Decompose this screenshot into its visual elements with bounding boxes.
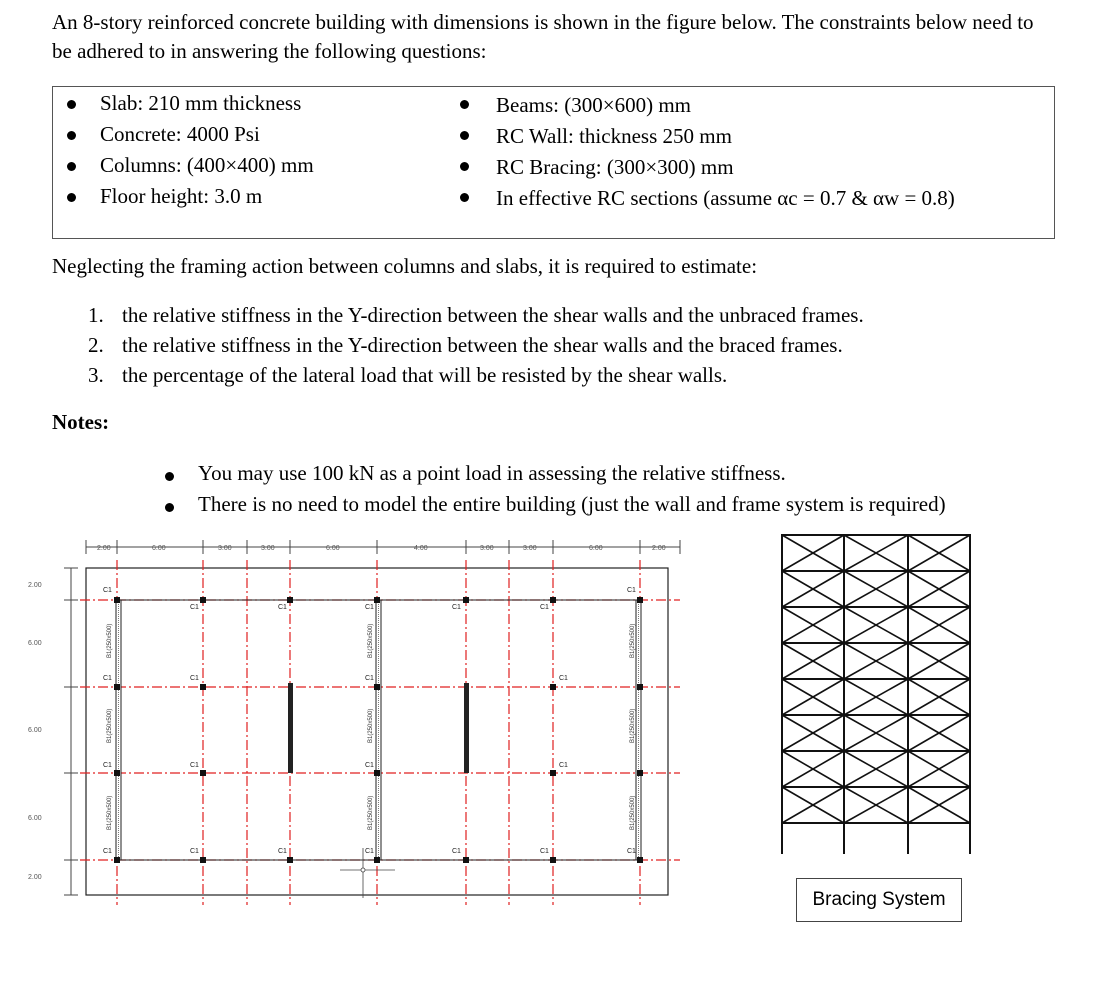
column-label: C1 (452, 604, 461, 611)
wall-label: B1(250x500) (630, 795, 636, 830)
question-3 (88, 363, 727, 388)
note-1: You may use 100 kN as a point load in assessing the relative stiffness. (198, 461, 786, 485)
column-label: C1 (190, 848, 199, 855)
question-number: 3. (88, 363, 104, 387)
notes-heading: Notes: (52, 410, 110, 434)
column-label: C1 (365, 848, 374, 855)
dim-x-10: 2.00 (652, 545, 666, 552)
note-2: There is no need to model the entire building (just the wall and frame system is required) (198, 492, 946, 516)
dim-y-2: 6.00 (28, 640, 42, 647)
wall-label: B1(250x500) (368, 623, 374, 658)
column-label: C1 (365, 762, 374, 769)
interior-wall (464, 683, 469, 773)
question-number: 2. (88, 333, 104, 357)
column-label: C1 (190, 675, 199, 682)
bullet (67, 193, 76, 202)
bullet (67, 100, 76, 109)
question-text: the relative stiffness in the Y-direction between the shear walls and the unbraced frames. (122, 303, 864, 327)
dim-x-1: 2.00 (97, 545, 111, 552)
question-1 (88, 303, 864, 328)
bullet (460, 100, 469, 109)
column-label: C1 (559, 762, 568, 769)
bullet (460, 131, 469, 140)
wall-label: B1(250x500) (368, 708, 374, 743)
origin-marker (340, 848, 395, 898)
dim-x-4: 3.00 (261, 545, 275, 552)
interior-wall (288, 683, 293, 773)
constraint-rc-wall: RC Wall: thickness 250 mm (496, 124, 732, 148)
constraint-beams: Beams: (300×600) mm (496, 93, 691, 117)
dim-y-4: 6.00 (28, 815, 42, 822)
column-label: C1 (452, 848, 461, 855)
question-2 (88, 333, 843, 358)
dim-y-3: 6.00 (28, 727, 42, 734)
column-label: C1 (278, 604, 287, 611)
bullet (67, 162, 76, 171)
constraint-effective-sections: In effective RC sections (assume αc = 0.7 & αw = 0.8) (496, 186, 955, 210)
constraint-floor-height: Floor height: 3.0 m (100, 184, 263, 208)
wall-label: B1(250x500) (107, 623, 113, 658)
dim-x-5: 6.00 (326, 545, 340, 552)
dim-x-8: 3.00 (523, 545, 537, 552)
bullet (165, 472, 174, 481)
wall-label: B1(250x500) (107, 795, 113, 830)
bracing-system-caption: Bracing System (796, 878, 962, 922)
wall-label: B1(250x500) (368, 795, 374, 830)
constraint-concrete: Concrete: 4000 Psi (100, 122, 260, 146)
bullet (460, 162, 469, 171)
intro-paragraph: An 8-story reinforced concrete building with dimensions is shown in the figure below. The constraints below need to be adhered to in answering the following questions: (52, 10, 1034, 63)
question-number: 1. (88, 303, 104, 327)
column-label: C1 (278, 848, 287, 855)
question-text: the relative stiffness in the Y-direction between the shear walls and the braced frames. (122, 333, 843, 357)
dim-y-5: 2.00 (28, 874, 42, 881)
column-label: C1 (103, 675, 112, 682)
column-label: C1 (190, 604, 199, 611)
dim-y-1: 2.00 (28, 582, 42, 589)
column-label: C1 (103, 848, 112, 855)
wall-label: B1(250x500) (107, 708, 113, 743)
column-label: C1 (627, 848, 636, 855)
floor-plan-drawing (0, 530, 770, 910)
dim-x-7: 3.00 (480, 545, 494, 552)
bullet (165, 503, 174, 512)
column-label: C1 (365, 675, 374, 682)
column-label: C1 (365, 604, 374, 611)
column-label: C1 (540, 848, 549, 855)
column-label: C1 (103, 587, 112, 594)
constraint-columns: Columns: (400×400) mm (100, 153, 314, 177)
column-label: C1 (540, 604, 549, 611)
constraint-slab: Slab: 210 mm thickness (100, 91, 302, 115)
wall-label: B1(250x500) (630, 623, 636, 658)
bullet (67, 131, 76, 140)
question-text: the percentage of the lateral load that will be resisted by the shear walls. (122, 363, 728, 387)
column-label: C1 (190, 762, 199, 769)
lead-sentence: Neglecting the framing action between columns and slabs, it is required to estimate: (52, 254, 758, 278)
dim-x-9: 6.00 (589, 545, 603, 552)
bullet (460, 193, 469, 202)
dim-x-2: 6.00 (152, 545, 166, 552)
column-label: C1 (559, 675, 568, 682)
column-label: C1 (103, 762, 112, 769)
wall-label: B1(250x500) (630, 708, 636, 743)
constraints-box (52, 86, 1055, 239)
column-label: C1 (627, 587, 636, 594)
bracing-system-drawing (780, 532, 975, 862)
dim-x-3: 3.00 (218, 545, 232, 552)
dim-x-6: 4.00 (414, 545, 428, 552)
constraint-rc-bracing: RC Bracing: (300×300) mm (496, 155, 734, 179)
